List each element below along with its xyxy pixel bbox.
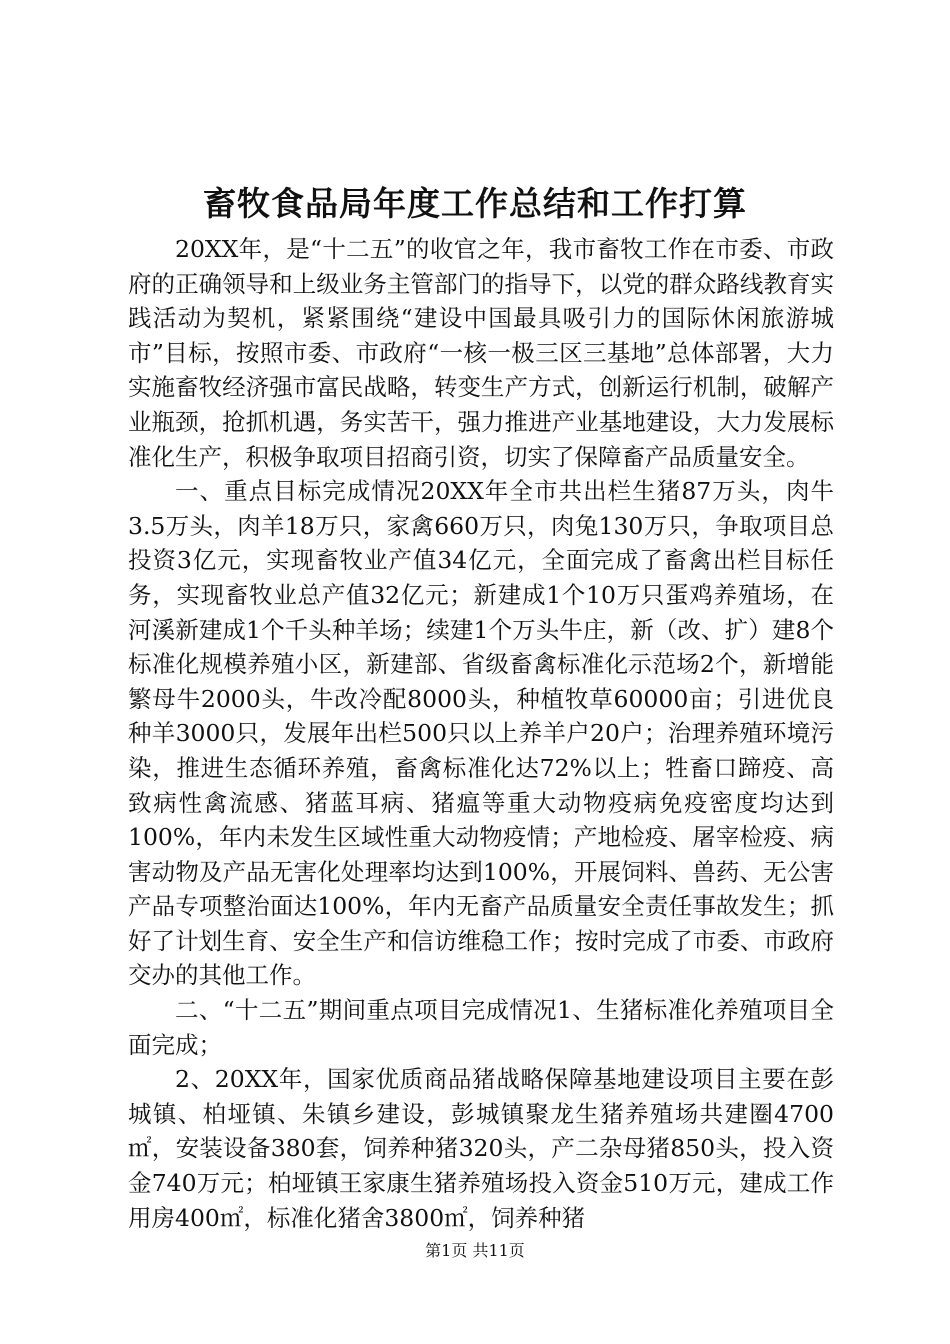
paragraph: 二、“十二五”期间重点项目完成情况1、生猪标准化养殖项目全面完成； bbox=[128, 996, 834, 1059]
paragraph: 一、重点目标完成情况20XX年全市共出栏生猪87万头，肉牛3.5万头，肉羊18万只，家禽660万只，肉兔130万只，争取项目总投资3亿元，实现畜牧业产值34亿元，全面完成了畜禽出栏目标任务，实现畜牧业总产值32亿元；新建成1个10万只蛋鸡养殖场，在河溪新建成1个千头种羊场；续建1个万头牛庄，新（改、扩）建8个标准化规模养殖小区，新建部、省级畜禽标准化示范场2个，新增能繁母牛2000头，牛改冷配8000头，种植牧草60000亩；引进优良种羊3000只，发展年出栏500只以上养羊户20户；治理养殖环境污染，推进生态循环养殖，畜禽标准化达72%以上；牲畜口蹄疫、高致病性禽流感、猪蓝耳病、猪瘟等重大动物疫病免疫密度均达到100%，年内未发生区域性重大动物疫情；产地检疫、屠宰检疫、病害动物及产品无害化处理率均达到100%，开展饲料、兽药、无公害产品专项整治面达100%，年内无畜产品质量安全责任事故发生；抓好了计划生育、安全生产和信访维稳工作；按时完成了市委、市政府交办的其他工作。 bbox=[128, 477, 834, 990]
paragraph: 2、20XX年，国家优质商品猪战略保障基地建设项目主要在彭城镇、柏垭镇、朱镇乡建设，彭城镇聚龙生猪养殖场共建圈4700㎡，安装设备380套，饲养种猪320头，产二杂母猪850头，投入资金740万元；柏垭镇王家康生猪养殖场投入资金510万元，建成工作用房400㎡，标准化猪舍3800㎡，饲养种猪 bbox=[128, 1065, 834, 1232]
page-number-footer: 第1页 共11页 bbox=[425, 1241, 525, 1260]
paragraph: 20XX年，是“十二五”的收官之年，我市畜牧工作在市委、市政府的正确领导和上级业务主管部门的指导下，以党的群众路线教育实践活动为契机，紧紧围绕“建设中国最具吸引力的国际休闲旅游城市”目标，按照市委、市政府“一核一极三区三基地”总体部署，大力实施畜牧经济强市富民战略，转变生产方式，创新运行机制，破解产业瓶颈，抢抓机遇，务实苦干，强力推进产业基地建设，大力发展标准化生产，积极争取项目招商引资，切实了保障畜产品质量安全。 bbox=[128, 235, 834, 471]
document-body bbox=[128, 232, 834, 1235]
document-title: 畜牧食品局年度工作总结和工作打算 bbox=[203, 184, 747, 223]
